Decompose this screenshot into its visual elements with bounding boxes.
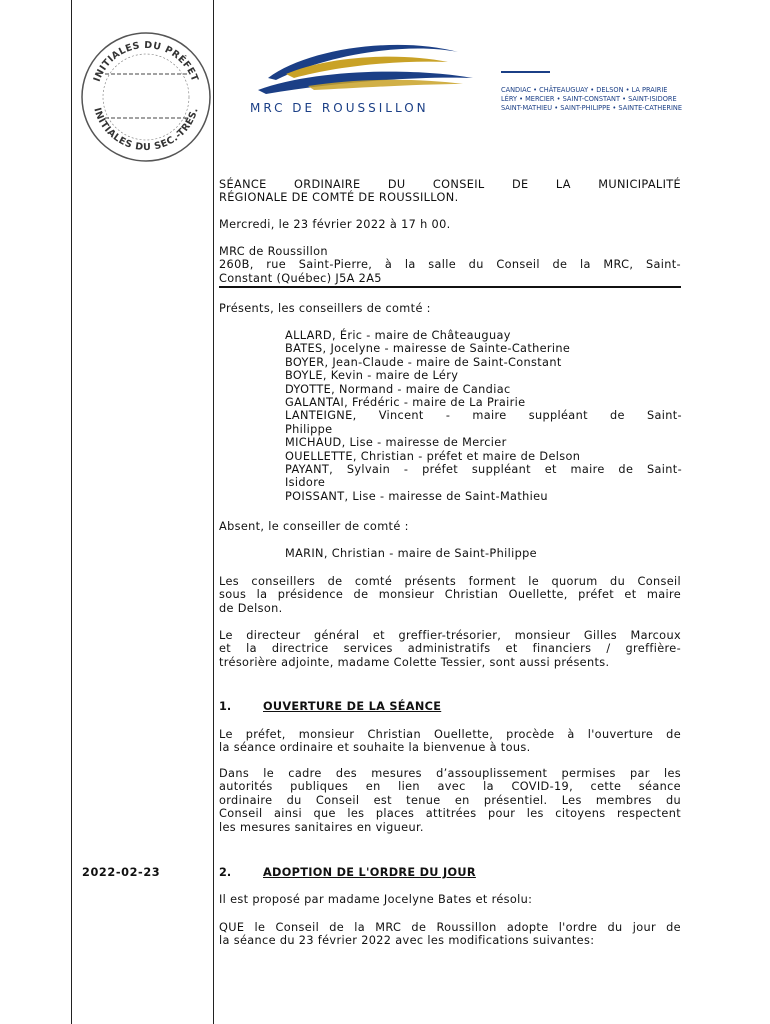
list-item: OUELLETTE, Christian - préfet et maire de Delson bbox=[285, 449, 581, 463]
session-title-line-2: RÉGIONALE DE COMTÉ DE ROUSSILLON. bbox=[219, 191, 459, 205]
address-line-1: MRC de Roussillon bbox=[219, 245, 328, 258]
list-item: MICHAUD, Lise - mairesse de Mercier bbox=[285, 436, 507, 450]
municipalities-line-1: CANDIAC • CHÂTEAUGUAY • DELSON • LA PRAIRIE bbox=[501, 86, 668, 94]
section-1-p1-line-1: Le préfet, monsieur Christian Ouellette, procède à l'ouverture de bbox=[219, 728, 681, 741]
address-underline bbox=[219, 286, 681, 288]
section-2-p2-line-2: la séance du 23 février 2022 avec les modifications suivantes: bbox=[219, 934, 595, 948]
list-item: POISSANT, Lise - mairesse de Saint-Mathieu bbox=[285, 489, 548, 503]
session-date: Mercredi, le 23 février 2022 à 17 h 00. bbox=[219, 218, 451, 231]
seal-top-text: INITIALES DU PRÉFET bbox=[91, 39, 201, 84]
section-1-paragraph-2 bbox=[219, 767, 681, 834]
session-title bbox=[219, 178, 681, 205]
section-2-paragraph-1: Il est proposé par madame Jocelyne Bates et résolu: bbox=[219, 893, 533, 906]
section-1-paragraph-1 bbox=[219, 728, 681, 755]
quorum-line-3: de Delson. bbox=[219, 601, 283, 615]
section-2-paragraph-2 bbox=[219, 921, 681, 948]
list-item: Isidore bbox=[285, 476, 326, 490]
quorum-line-1: Les conseillers de comté présents forment le quorum du Conseil bbox=[219, 575, 681, 588]
left-margin-rule bbox=[71, 0, 72, 1024]
municipalities-bar bbox=[501, 71, 550, 73]
session-title-line-1: SÉANCE ORDINAIRE DU CONSEIL DE LA MUNICIPALITÉ bbox=[219, 178, 681, 191]
mrc-logo-name: MRC DE ROUSSILLON bbox=[250, 101, 429, 115]
staff-line-2: et la directrice services administratifs et financiers / greffière- bbox=[219, 642, 681, 656]
resolution-reference: 2022-02-23 bbox=[82, 866, 161, 879]
list-item: ALLARD, Éric - maire de Châteauguay bbox=[285, 329, 511, 342]
svg-text:INITIALES DU SEC.-TRÉS. bbox=[91, 107, 200, 154]
address-line-2: 260B, rue Saint-Pierre, à la salle du Conseil de la MRC, Saint- bbox=[219, 258, 681, 272]
present-label: Présents, les conseillers de comté : bbox=[219, 302, 431, 315]
section-1-p1-line-2: la séance ordinaire et souhaite la bienvenue à tous. bbox=[219, 741, 531, 755]
present-list bbox=[285, 329, 682, 503]
staff-paragraph bbox=[219, 629, 681, 669]
list-item: BOYER, Jean-Claude - maire de Saint-Constant bbox=[285, 355, 562, 369]
section-1-p2-line-2: autorités publiques en lien avec la COVID-19, cette séance bbox=[219, 780, 681, 794]
municipalities-line-3: SAINT-MATHIEU • SAINT-PHILIPPE • SAINTE-CATHERINE bbox=[501, 104, 683, 112]
session-address bbox=[219, 245, 681, 285]
list-item: LANTEIGNE, Vincent - maire suppléant de Saint- bbox=[285, 409, 682, 423]
section-2-title: ADOPTION DE L'ORDRE DU JOUR bbox=[263, 866, 476, 879]
quorum-paragraph bbox=[219, 575, 681, 615]
list-item: Philippe bbox=[285, 422, 333, 436]
list-item: BOYLE, Kevin - maire de Léry bbox=[285, 369, 459, 383]
section-2-number: 2. bbox=[219, 866, 232, 879]
absent-item: MARIN, Christian - maire de Saint-Philippe bbox=[285, 547, 537, 560]
list-item: GALANTAI, Frédéric - maire de La Prairie bbox=[285, 396, 526, 410]
section-2-p2-line-1: QUE le Conseil de la MRC de Roussillon adopte l'ordre du jour de bbox=[219, 921, 681, 934]
initials-seal bbox=[79, 30, 213, 164]
section-1-p2-line-1: Dans le cadre des mesures d’assouplissement permises par les bbox=[219, 767, 681, 780]
section-1-p2-line-3: ordinaire du Conseil est tenue en présentiel. Les membres du bbox=[219, 793, 681, 807]
municipalities-list bbox=[501, 86, 682, 113]
section-1-p2-line-5: les mesures sanitaires en vigueur. bbox=[219, 820, 424, 834]
list-item: PAYANT, Sylvain - préfet suppléant et maire de Saint- bbox=[285, 463, 682, 477]
section-1-title: OUVERTURE DE LA SÉANCE bbox=[263, 700, 442, 713]
section-1-number: 1. bbox=[219, 700, 232, 713]
center-margin-rule bbox=[213, 0, 214, 1024]
quorum-line-2: sous la présidence de monsieur Christian Ouellette, préfet et maire bbox=[219, 588, 681, 602]
section-1-p2-line-4: Conseil ainsi que les places attitrées pour les citoyens respectent bbox=[219, 807, 681, 821]
seal-bottom-text: INITIALES DU SEC.-TRÉS. bbox=[91, 106, 201, 154]
list-item: DYOTTE, Normand - maire de Candiac bbox=[285, 382, 511, 396]
address-line-3: Constant (Québec) J5A 2A5 bbox=[219, 271, 382, 285]
absent-label: Absent, le conseiller de comté : bbox=[219, 520, 409, 533]
list-item: BATES, Jocelyne - mairesse de Sainte-Catherine bbox=[285, 342, 571, 356]
staff-line-1: Le directeur général et greffier-trésorier, monsieur Gilles Marcoux bbox=[219, 629, 681, 642]
staff-line-3: trésorière adjointe, madame Colette Tessier, sont aussi présents. bbox=[219, 655, 610, 669]
municipalities-line-2: LÉRY • MERCIER • SAINT-CONSTANT • SAINT-ISIDORE bbox=[501, 95, 677, 103]
